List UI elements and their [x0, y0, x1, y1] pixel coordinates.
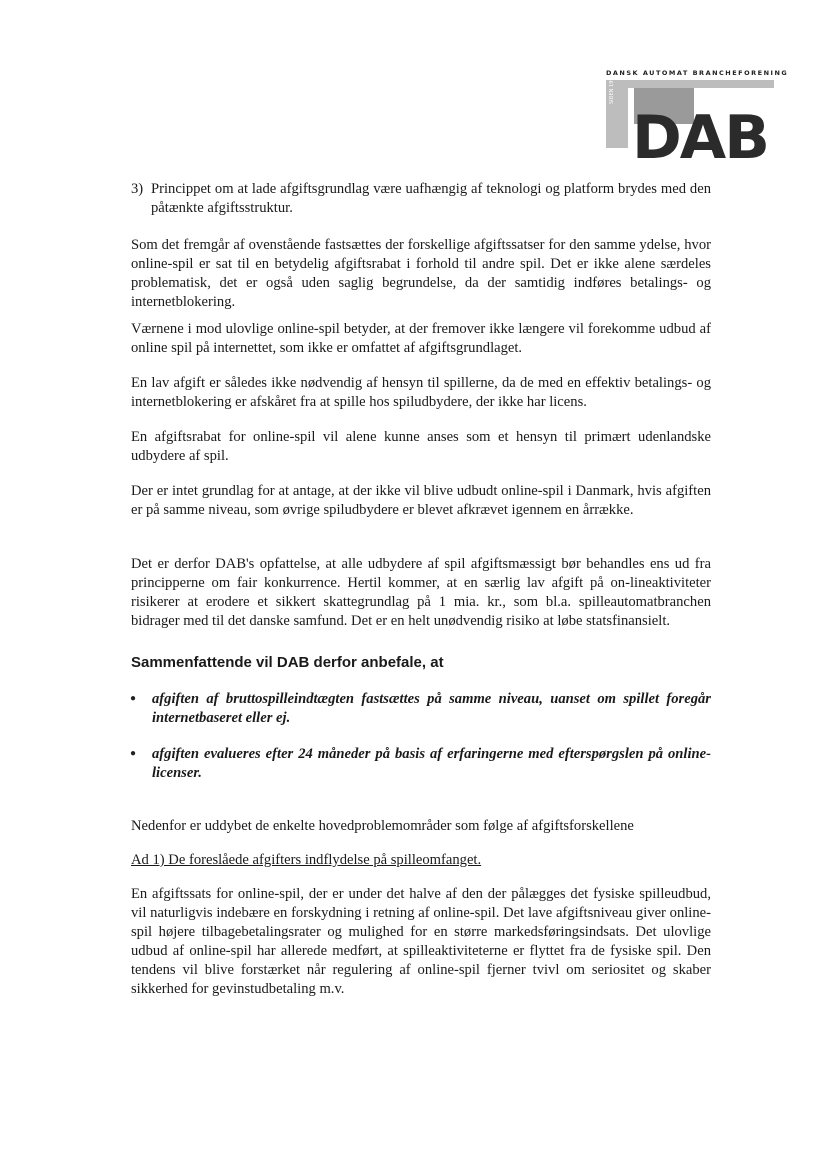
paragraph-2 — [131, 320, 711, 358]
recommendation-bullet-1 — [126, 690, 711, 728]
paragraph-7 — [131, 817, 711, 836]
paragraph-4 — [131, 428, 711, 466]
recommendation-bullet-2 — [126, 745, 711, 783]
paragraph-text: En afgiftsrabat for online-spil vil alene kunne anses som et hensyn til primært udenlandske udbydere af spil. — [131, 429, 711, 464]
bullet-icon: ● — [129, 693, 137, 704]
logo-org-name: DANSK AUTOMAT BRANCHEFORENING — [606, 69, 789, 77]
paragraph-text: Der er intet grundlag for at antage, at der ikke vil blive udbudt online-spil i Danmark, hvis afgiften er på samme niveau, som øvrige spiludbydere er blevet afkrævet igennem en årrække. — [131, 483, 711, 518]
paragraph-text: En lav afgift er således ikke nødvendig af hensyn til spillerne, da de med en effektiv betalings- og internetblokering er afskåret fra at spille hos spiludbydere, der ikke har licens. — [131, 375, 711, 410]
item-text: Princippet om at lade afgiftsgrundlag være uafhængig af teknologi og platform brydes med den påtænkte afgiftsstruktur. — [151, 181, 711, 216]
paragraph-6 — [131, 555, 711, 631]
dab-logo-graphic — [604, 80, 776, 164]
paragraph-3 — [131, 374, 711, 412]
item-number: 3) — [131, 181, 144, 197]
paragraph-8 — [131, 885, 711, 999]
paragraph-5 — [131, 482, 711, 520]
bullet-text: afgiften af bruttospilleindtægten fastsættes på samme niveau, uanset om spillet foregår internetbaseret eller ej. — [152, 691, 711, 726]
summary-heading: Sammenfattende vil DAB derfor anbefale, at — [131, 654, 444, 671]
paragraph-text: Nedenfor er uddybet de enkelte hovedproblemområder som følge af afgiftsforskellene — [131, 818, 634, 834]
paragraph-text: En afgiftssats for online-spil, der er under det halve af den der pålægges det fysiske spilleudbud, vil naturligvis indebære en forskydning i retning af online-spil. Det lave afgiftsniveau giver online-spil højere tilbagebetalingsrater og mulighed for en større markedsføringsindsats. Det ulovlige udbud af online-spil har allerede medført, at spilleaktiviteterne er flyttet fra de fysiske spil. Den tendens vil blive forstærket når regulering af online-spil fjerner tvivl om seriositet og skaber sikkerhed for gevinstudbetaling m.v. — [131, 886, 711, 997]
svg-text:DAB: DAB — [632, 103, 768, 164]
paragraph-text: Det er derfor DAB's opfattelse, at alle udbydere af spil afgiftsmæssigt bør behandles ens ud fra principperne om fair konkurrence. Hertil kommer, at en særlig lav afgift på on-lineaktiviteter risikerer at erodere et sikkert skattegrundlag på 1 mia. kr., som bl.a. spilleautomatbranchen bidrager med til det danske samfund. Det er en helt unødvendig risiko at løbe statsfinansielt. — [131, 556, 711, 629]
logo-side-text: SIDEN 1990 — [609, 74, 615, 104]
paragraph-1 — [131, 236, 711, 312]
bullet-text: afgiften evalueres efter 24 måneder på basis af erfaringerne med efterspørgslen på online-licenser. — [152, 746, 711, 781]
paragraph-text: Som det fremgår af ovenstående fastsættes der forskellige afgiftssatser for den samme ydelse, hvor online-spil er sat til en betydelig afgiftsrabat i forhold til andre spil. Det er ikke alene særdeles problematisk, det er også uden saglig begrundelse, da der samtidig indføres betalings- og internetblokering. — [131, 237, 711, 310]
paragraph-text: Værnene i mod ulovlige online-spil betyder, at der fremover ikke længere vil forekomme udbud af online spil på internettet, som ikke er omfattet af afgiftsgrundlaget. — [131, 321, 711, 356]
numbered-item-3 — [131, 180, 711, 218]
dab-logo — [604, 64, 789, 164]
subheading-ad-1: Ad 1) De foreslåede afgifters indflydelse på spilleomfanget. — [131, 852, 482, 868]
bullet-icon: ● — [129, 748, 137, 759]
